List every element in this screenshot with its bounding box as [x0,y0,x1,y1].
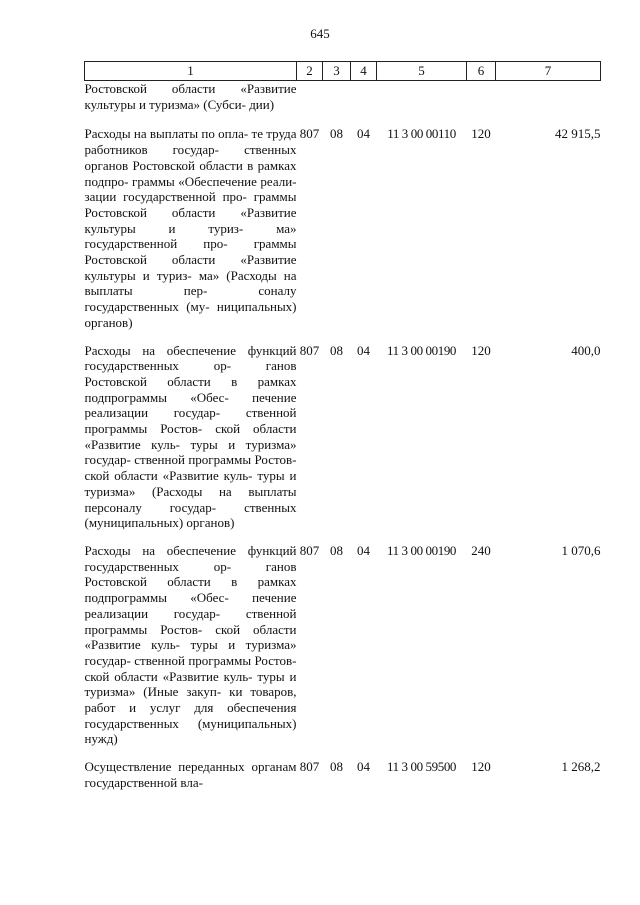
header-col-5: 5 [377,62,467,81]
description-line: рамках подпрограммы «Обес- [84,574,297,606]
amount: 42 915,5 [555,126,601,142]
section-code: 08 [330,342,343,358]
expense-type-code: 120 [471,759,491,775]
description-line: зации государственной про- [84,189,247,205]
header-col-2: 2 [297,62,323,81]
target-article-code: 11 3 00 00190 [386,542,457,558]
expense-type-code: 240 [471,542,491,558]
ministry-code [297,81,323,127]
subsection-code: 04 [357,342,370,358]
page-number: 645 [310,26,330,41]
description-line: Расходы на выплаты по опла- [84,126,249,142]
description-line: граммы Ростовской области [84,236,297,268]
ministry-code: 807 [299,342,320,358]
expense-type-code [467,81,496,127]
description-line: ской области «Развитие куль- [84,668,253,684]
description-line: рамках подпрограммы «Обес- [84,373,297,405]
expense-type-code: 120 [471,126,491,142]
amount: 1 268,2 [561,759,601,775]
description-line: ственной программы Ростов- [84,405,297,437]
amount: 400,0 [571,342,601,358]
subsection-code: 04 [357,126,370,142]
header-col-6: 6 [467,62,496,81]
description-line: (муниципальных) нужд) [84,715,297,747]
target-article-code: 11 3 00 00190 [386,342,457,358]
target-article-code: 11 3 00 59500 [386,759,457,775]
description-line: «Развитие культуры и туриз- [84,204,297,236]
ministry-code: 807 [299,542,320,558]
description-line: туры и туризма» государ- [84,436,297,468]
budget-table [84,61,601,791]
description-line: ской области «Развитие куль- [84,621,297,653]
description-line: Расходы на обеспечение [84,542,236,558]
description-line: туры и туризма» государ- [84,637,297,668]
description-line: области в рамках подпро- [84,157,297,189]
description-line: ственной программы Ростов- [84,605,297,637]
header-col-4: 4 [351,62,377,81]
table-row [85,543,601,759]
description-line: ской области «Развитие куль- [84,468,253,484]
description-line: Расходы на обеспечение [84,342,236,358]
description-line: органов) [186,515,235,531]
row-description [85,543,297,759]
ministry-code: 807 [299,126,320,142]
description-line: ственных (муниципальных) [84,499,297,531]
description-line: ственной программы Ростов- [134,652,297,668]
amount: 1 070,6 [561,542,601,558]
subsection-code: 04 [357,759,370,775]
section-code: 08 [330,542,343,558]
description-line: граммы Ростовской области [84,189,297,220]
table-row [85,81,601,127]
description-line: функций государственных ор- [84,342,297,374]
description-line: печение реализации государ- [84,389,297,421]
description-line: ственной программы Ростов- [134,452,297,468]
description-line: выплаты персоналу государ- [84,483,297,515]
description-line: ганов Ростовской области в [84,558,297,590]
table-row [85,759,601,790]
row-description [85,81,297,127]
section-code: 08 [330,126,343,142]
description-line: те труда работников государ- [84,126,297,158]
description-line: соналу государственных (му- [84,283,297,315]
description-line: ма» государственной про- [84,220,297,252]
subsection-code [351,81,377,127]
description-line: ма» (Расходы на выплаты пер- [84,267,297,299]
section-code [323,81,351,127]
row-description [85,343,297,543]
target-article-code [377,81,467,127]
description-line: ской области «Развитие куль- [84,421,297,452]
description-line: ганов Ростовской области в [84,358,297,389]
header-col-7: 7 [496,62,601,81]
description-line: туры и туризма» (Иные закуп- [84,668,297,700]
description-line: граммы «Обеспечение реали- [132,173,297,189]
row-description [85,759,297,790]
description-line: Ростовской области «Развитие [84,81,297,96]
header-col-3: 3 [323,62,351,81]
description-line: печение реализации государ- [84,590,297,621]
ministry-code: 807 [299,759,320,775]
description-line: ственных органов Ростовской [84,142,297,173]
target-article-code: 11 3 00 00110 [387,126,456,142]
description-line: функций государственных ор- [84,542,297,574]
description-line: обеспечения государственных [84,700,297,731]
description-line: «Развитие культуры и туриз- [84,252,297,283]
header-col-1: 1 [85,62,297,81]
expense-type-code: 120 [471,342,491,358]
description-line: туры и туризма» (Расходы на [84,468,297,499]
table-row [85,126,601,342]
header-row [85,62,601,81]
description-line: Осуществление переданных [84,759,245,775]
row-description [85,126,297,342]
table-row [85,343,601,543]
amount [496,81,601,127]
subsection-code: 04 [357,542,370,558]
description-line: культуры и туризма» (Субси- [84,96,246,112]
description-line: ки товаров, работ и услуг для [84,684,297,716]
section-code: 08 [330,759,343,775]
description-line: дии) [249,96,275,112]
description-line: органам государственной вла- [84,759,297,790]
description-line: ниципальных) органов) [84,299,297,330]
